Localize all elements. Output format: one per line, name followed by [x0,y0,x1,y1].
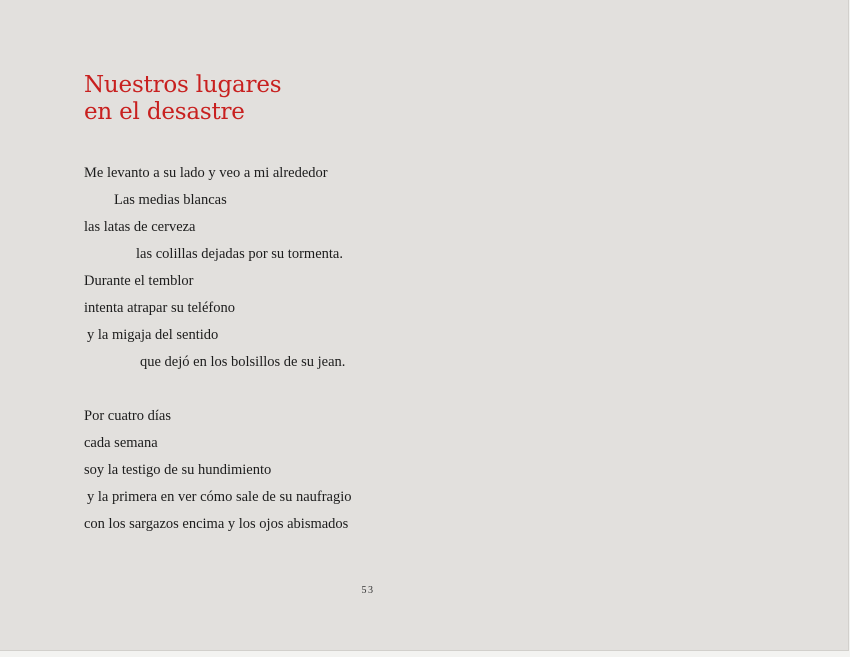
poem-line: y la primera en ver cómo sale de su naufragio [87,489,352,505]
poem-line: con los sargazos encima y los ojos abismados [84,516,349,532]
poem-line: Me levanto a su lado y veo a mi alrededor [84,165,328,181]
poem-line: intenta atrapar su teléfono [84,300,235,316]
poem-line: las colillas dejadas por su tormenta. [136,246,343,262]
poem-line: Durante el temblor [84,273,194,289]
poem-line: las latas de cerveza [84,219,196,235]
poem-title-line-1: Nuestros lugares [84,72,282,98]
stanza-break [84,379,352,406]
poem-line: y la migaja del sentido [87,327,219,343]
stanza-2 [84,406,352,541]
poem-body [84,163,352,541]
stanza-1 [84,163,352,379]
poem-line: soy la testigo de su hundimiento [84,462,272,478]
page-number: 53 [361,585,375,596]
poem-line: que dejó en los bolsillos de su jean. [140,354,346,370]
poem-line: Las medias blancas [114,192,227,208]
poem-title-line-2: en el desastre [84,99,245,125]
poem-title [84,72,281,126]
poem-line: cada semana [84,435,158,451]
poem-line: Por cuatro días [84,408,171,424]
